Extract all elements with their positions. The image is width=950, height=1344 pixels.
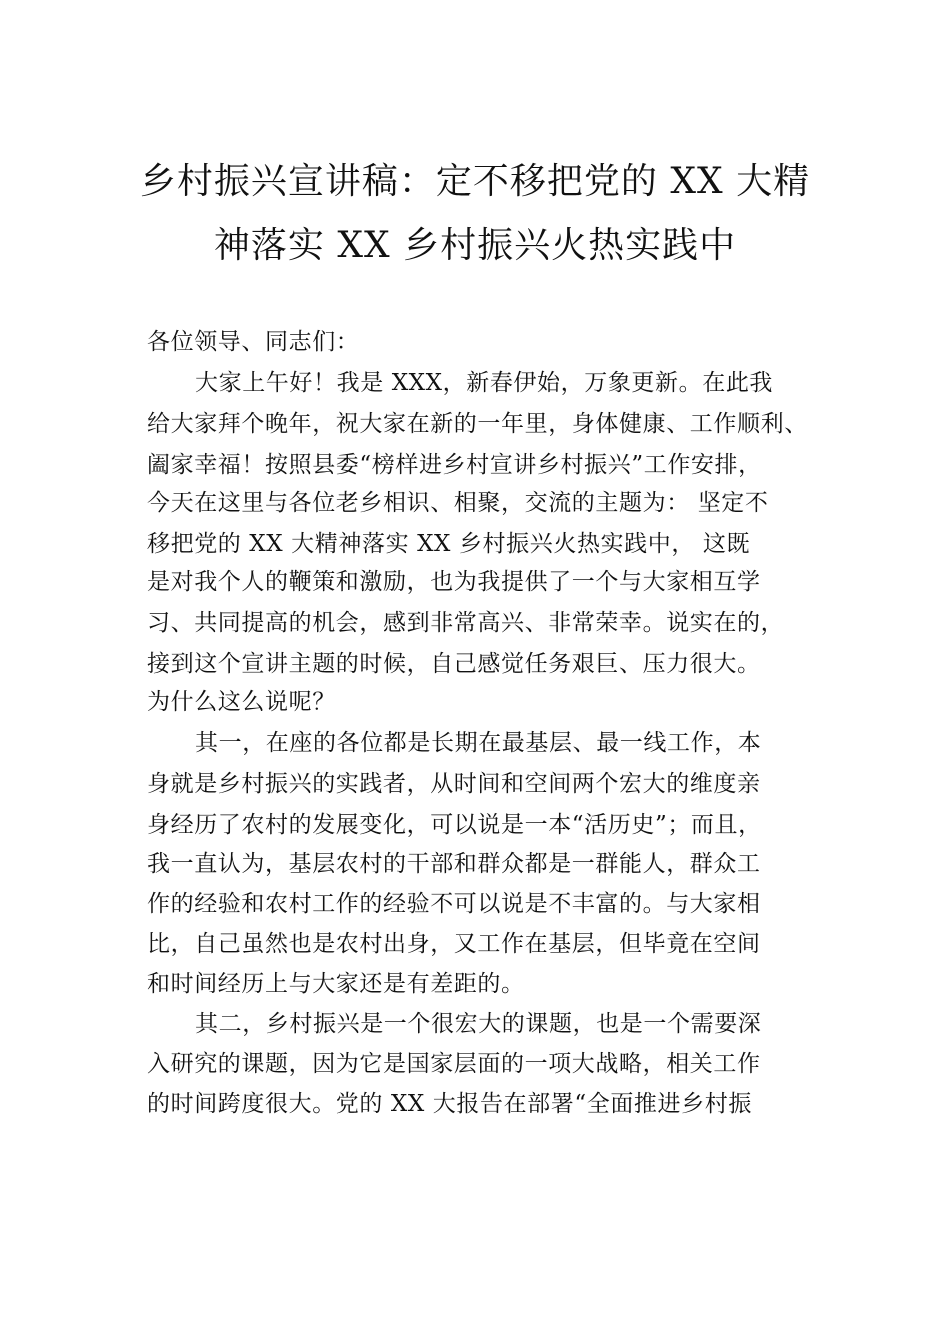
paragraph-line: 作的经验和农村工作的经验不可以说是不丰富的。与大家相 xyxy=(147,891,761,917)
paragraph-line: 接到这个宣讲主题的时候，自己感觉任务艰巨、压力很大。 xyxy=(147,651,761,677)
paragraph-line: 身经历了农村的发展变化，可以说是一本“活历史”；而且， xyxy=(147,812,762,838)
paragraph-line: 其一，在座的各位都是长期在最基层、最一线工作，本 xyxy=(195,730,762,756)
paragraph-line: 为什么这么说呢？ xyxy=(147,689,336,715)
paragraph-line: 移把党的 XX 大精神落实 XX 乡村振兴火热实践中， 这既 xyxy=(147,531,751,557)
paragraph-line: 给大家拜个晚年，祝大家在新的一年里，身体健康、工作顺利、 xyxy=(147,411,808,437)
paragraph-line: 今天在这里与各位老乡相识、相聚，交流的主题为： 坚定不 xyxy=(147,490,769,516)
paragraph-line: 的时间跨度很大。党的 XX 大报告在部署“全面推进乡村振 xyxy=(147,1091,752,1117)
paragraph-line: 习、共同提高的机会，感到非常高兴、非常荣幸。说实在的， xyxy=(147,610,785,636)
salutation: 各位领导、同志们： xyxy=(147,329,360,355)
title-line-2: 神落实 XX 乡村振兴火热实践中 xyxy=(213,225,737,266)
title-line-1: 乡村振兴宣讲稿：定不移把党的 XX 大精 xyxy=(139,161,811,202)
paragraph-line: 身就是乡村振兴的实践者，从时间和空间两个宏大的维度亲 xyxy=(147,771,761,797)
paragraph-line: 入研究的课题，因为它是国家层面的一项大战略，相关工作 xyxy=(147,1051,761,1077)
paragraph-line: 阖家幸福！按照县委“榜样进乡村宣讲乡村振兴”工作安排， xyxy=(147,452,762,478)
paragraph-line: 是对我个人的鞭策和激励，也为我提供了一个与大家相互学 xyxy=(147,569,761,595)
paragraph-line: 大家上午好！我是 XXX，新春伊始，万象更新。在此我 xyxy=(195,370,774,396)
paragraph-line: 我一直认为，基层农村的干部和群众都是一群能人，群众工 xyxy=(147,851,761,877)
paragraph-line: 比，自己虽然也是农村出身，又工作在基层，但毕竟在空间 xyxy=(147,931,761,957)
paragraph-line: 其二，乡村振兴是一个很宏大的课题，也是一个需要深 xyxy=(195,1011,762,1037)
paragraph-line: 和时间经历上与大家还是有差距的。 xyxy=(147,971,525,997)
